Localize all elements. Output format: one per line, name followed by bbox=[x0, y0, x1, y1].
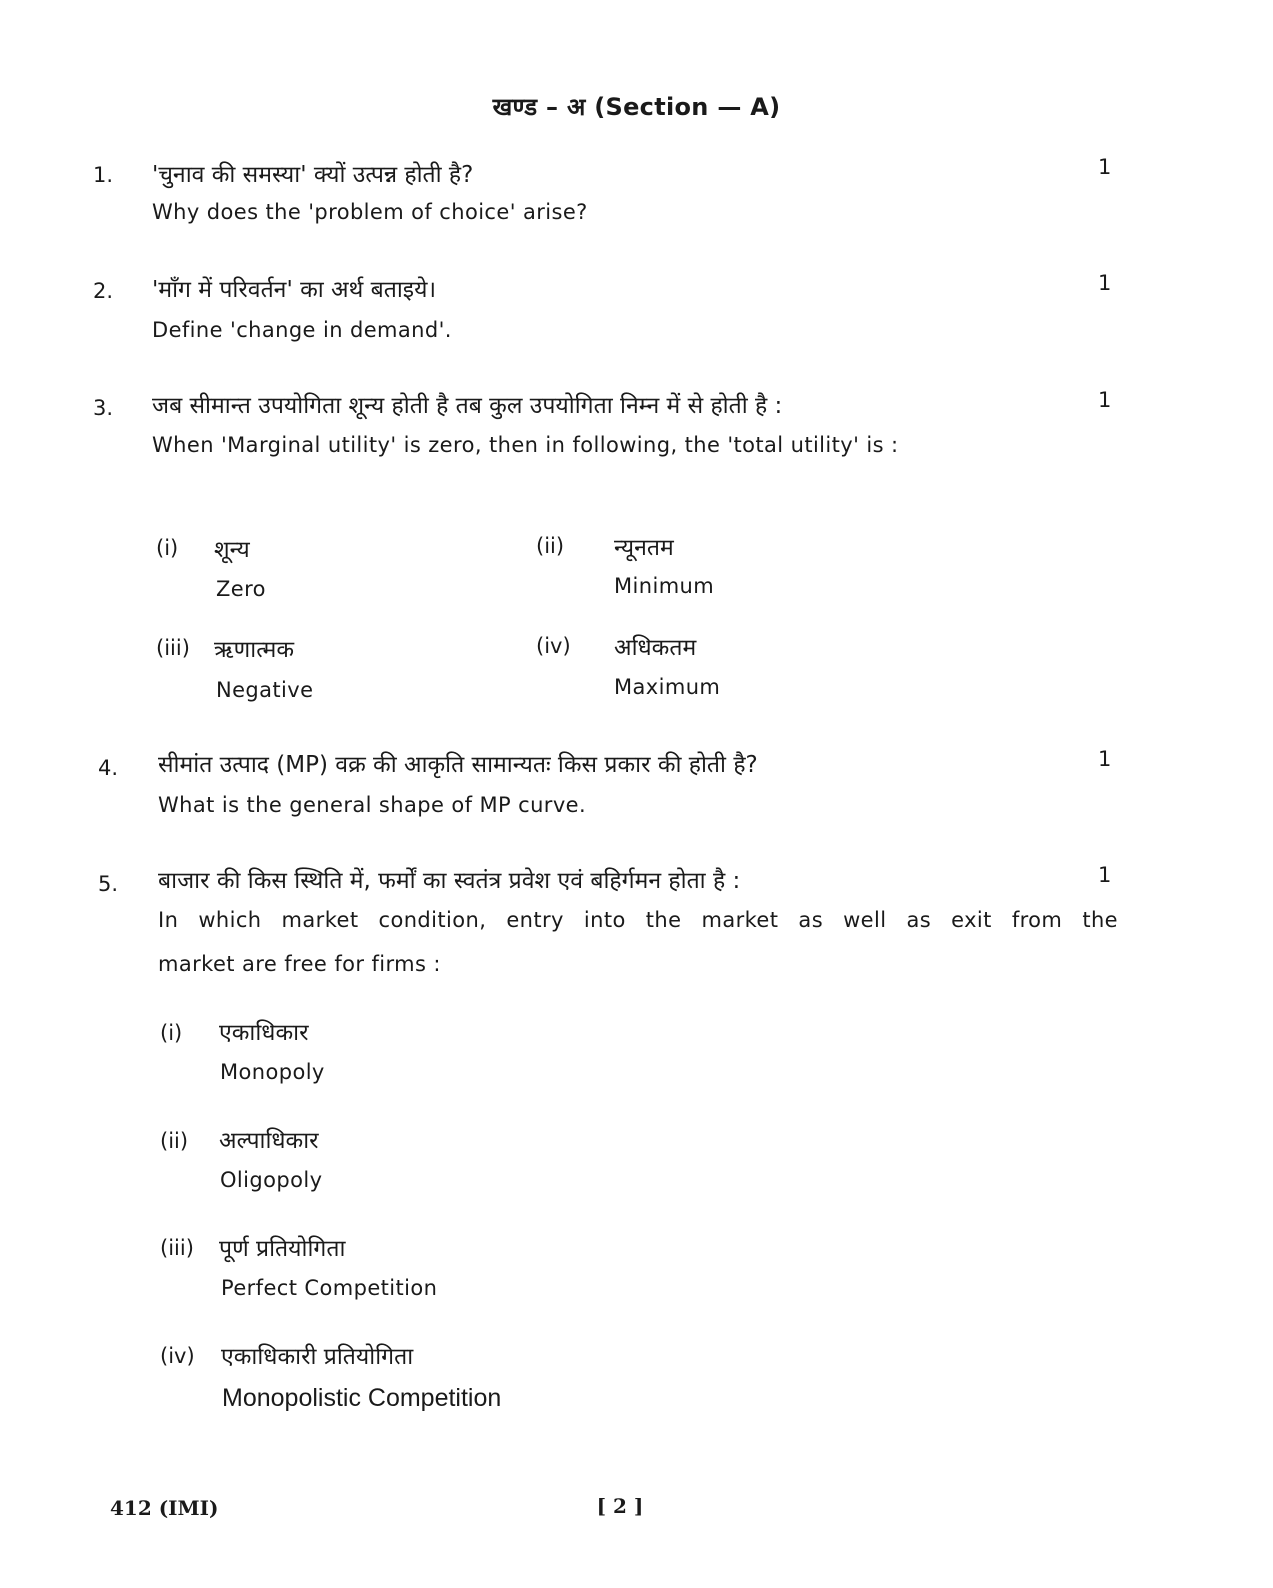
question-hindi: 'चुनाव की समस्या' क्यों उत्पन्न होती है? bbox=[152, 162, 474, 188]
question-hindi: सीमांत उत्पाद (MP) वक्र की आकृति सामान्यतः किस प्रकार की होती है? bbox=[158, 752, 758, 778]
question-number: 3. bbox=[93, 396, 114, 420]
question-number: 5. bbox=[98, 872, 119, 896]
question-number: 2. bbox=[93, 279, 114, 303]
option-label: (iii) bbox=[156, 636, 190, 660]
option-hindi: पूर्ण प्रतियोगिता bbox=[219, 1236, 346, 1262]
question-marks: 1 bbox=[1098, 747, 1112, 771]
question-number: 1. bbox=[93, 163, 114, 187]
option-english: Oligopoly bbox=[220, 1168, 323, 1192]
question-marks: 1 bbox=[1098, 271, 1112, 295]
paper-code: 412 (IMI) bbox=[110, 1496, 219, 1520]
question-hindi: बाजार की किस स्थिति में, फर्मों का स्वतंत्र प्रवेश एवं बहिर्गमन होता है : bbox=[158, 868, 741, 894]
option-label: (iii) bbox=[160, 1236, 194, 1260]
question-hindi: जब सीमान्त उपयोगिता शून्य होती है तब कुल उपयोगिता निम्न में से होती है : bbox=[152, 393, 783, 419]
option-hindi: न्यूनतम bbox=[614, 535, 674, 561]
option-hindi: शून्य bbox=[214, 537, 250, 563]
question-english-line-2: market are free for firms : bbox=[158, 952, 441, 976]
question-marks: 1 bbox=[1098, 863, 1112, 887]
question-marks: 1 bbox=[1098, 388, 1112, 412]
question-english: What is the general shape of MP curve. bbox=[158, 793, 587, 817]
question-number: 4. bbox=[98, 756, 119, 780]
option-english: Monopoly bbox=[220, 1060, 325, 1084]
option-hindi: अधिकतम bbox=[614, 635, 697, 661]
option-hindi: अल्पाधिकार bbox=[219, 1128, 319, 1154]
question-marks: 1 bbox=[1098, 155, 1112, 179]
option-label: (i) bbox=[160, 1021, 183, 1045]
option-hindi: एकाधिकार bbox=[219, 1020, 309, 1046]
question-english: Define 'change in demand'. bbox=[152, 318, 452, 342]
question-english: Why does the 'problem of choice' arise? bbox=[152, 200, 588, 224]
question-english-line-1: In which market condition, entry into the market as well as exit from the bbox=[158, 908, 1118, 932]
option-english: Maximum bbox=[614, 675, 721, 699]
option-hindi: ऋणात्मक bbox=[214, 637, 295, 663]
page-number: [ 2 ] bbox=[596, 1494, 644, 1518]
section-title: खण्ड – अ (Section — A) bbox=[492, 93, 781, 121]
option-english: Minimum bbox=[614, 574, 715, 598]
option-english: Negative bbox=[216, 678, 314, 702]
option-label: (i) bbox=[156, 536, 179, 560]
question-hindi: 'माँग में परिवर्तन' का अर्थ बताइये। bbox=[152, 277, 437, 303]
option-english: Monopolistic Competition bbox=[222, 1384, 502, 1412]
option-label: (iv) bbox=[160, 1344, 195, 1368]
option-label: (ii) bbox=[536, 534, 565, 558]
option-label: (iv) bbox=[536, 634, 571, 658]
option-english: Zero bbox=[216, 577, 266, 601]
option-label: (ii) bbox=[160, 1129, 189, 1153]
option-hindi: एकाधिकारी प्रतियोगिता bbox=[221, 1344, 414, 1370]
option-english: Perfect Competition bbox=[221, 1276, 438, 1300]
question-english: When 'Marginal utility' is zero, then in following, the 'total utility' is : bbox=[152, 433, 899, 457]
